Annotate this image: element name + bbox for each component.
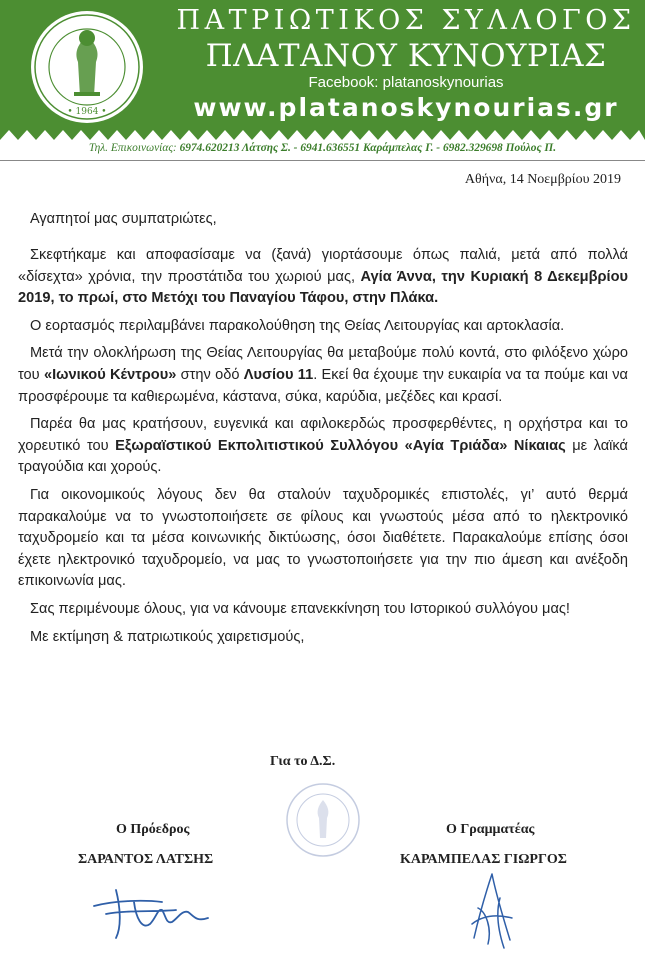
org-name-line1: ΠΑΤΡΙΩΤΙΚΟΣ ΣΥΛΛΟΓΟΣ	[176, 5, 636, 36]
contact-numbers: 6974.620213 Λάτσης Σ. - 6941.636551 Καράμπελας Γ. - 6982.329698 Πούλος Π.	[179, 142, 557, 154]
association-seal-logo	[18, 8, 156, 126]
paragraph-4: Παρέα θα μας κρατήσουν, ευγενικά και αφιλοκερδώς προσφερθέντες, η ορχήστρα και το χορευτικό του Εξωραϊστικού Εκπολιτιστικού Συλλόγου «Αγία Τριάδα» Νίκαιας με λαϊκά τραγούδια και χορούς.	[18, 416, 628, 476]
paragraph-1: Σκεφτήκαμε και αποφασίσαμε να (ξανά) γιορτάσουμε όπως παλιά, μετά από πολλά «δίσεχτα» χρόνια, την προστάτιδα του χωριού μας, Αγία Άννα, την Κυριακή 8 Δεκεμβρίου 2019, το πρωί, στο Μετόχι του Παναγίου Τάφου, στην Πλάκα.	[18, 247, 628, 307]
svg-text:• 1964 •: • 1964 •	[67, 107, 107, 117]
letterhead-banner	[0, 0, 645, 140]
contact-line	[0, 140, 645, 160]
secretary-title: Ο Γραμματέας	[446, 822, 535, 837]
president-name: ΣΑΡΑΝΤΟΣ ΛΑΤΣΗΣ	[78, 852, 214, 867]
org-name-line2: ΠΛΑΤΑΝΟΥ ΚΥΝΟΥΡΙΑΣ	[205, 38, 607, 74]
letterhead-titles	[176, 4, 636, 124]
website-link[interactable]: www.platanoskynourias.gr	[193, 93, 619, 122]
paragraph-3: Μετά την ολοκλήρωση της Θείας Λειτουργίας θα μεταβούμε πολύ κοντά, στο φιλόξενο χώρο του «Ιωνικού Κέντρου» στην οδό Λυσίου 11. Εκεί θα έχουμε την ευκαιρία να τα πούμε και να προσφέρουμε τα καθιερωμένα, κάστανα, σύκα, καρύδια, μεζέδες και κρασί.	[18, 345, 628, 405]
letter-date: Αθήνα, 14 Νοεμβρίου 2019	[464, 172, 621, 187]
facebook-handle[interactable]: Facebook: platanoskynourias	[308, 74, 504, 91]
paragraph-7: Με εκτίμηση & πατριωτικούς χαιρετισμούς,	[30, 628, 305, 645]
letter-greeting: Αγαπητοί μας συμπατριώτες,	[30, 211, 217, 227]
secretary-signature	[452, 868, 532, 954]
president-signature	[86, 870, 216, 950]
association-stamp	[278, 780, 368, 860]
board-signoff: Για το Δ.Σ.	[270, 754, 336, 769]
contact-label: Τηλ. Επικοινωνίας:	[88, 142, 177, 154]
president-title: Ο Πρόεδρος	[116, 822, 190, 837]
paragraph-5: Για οικονομικούς λόγους δεν θα σταλούν ταχυδρομικές επιστολές, γι’ αυτό θερμά παρακαλούμε να το γνωστοποιήσετε σε φίλους και γνωστούς μέσα από το ηλεκτρονικό ταχυδρομείο και τα μέσα κοινωνικής δικτύωσης, όσοι διαθέτετε. Παρακαλούμε επίσης όσοι έχετε ηλεκτρονικό ταχυδρομείο, να μας το γνωστοποιήσετε για την πιο άμεση και ανέξοδη επικοινωνία μας.	[18, 486, 628, 590]
letter-body	[18, 245, 628, 654]
paragraph-2: Ο εορτασμός περιλαμβάνει παρακολούθηση της Θείας Λειτουργίας και αρτοκλασία.	[30, 317, 565, 334]
header-divider	[0, 160, 645, 161]
paragraph-6: Σας περιμένουμε όλους, για να κάνουμε επανεκκίνηση του Ιστορικού συλλόγου μας!	[30, 600, 570, 617]
secretary-name: ΚΑΡΑΜΠΕΛΑΣ ΓΙΩΡΓΟΣ	[400, 852, 567, 867]
banner-zigzag-edge	[0, 124, 645, 140]
